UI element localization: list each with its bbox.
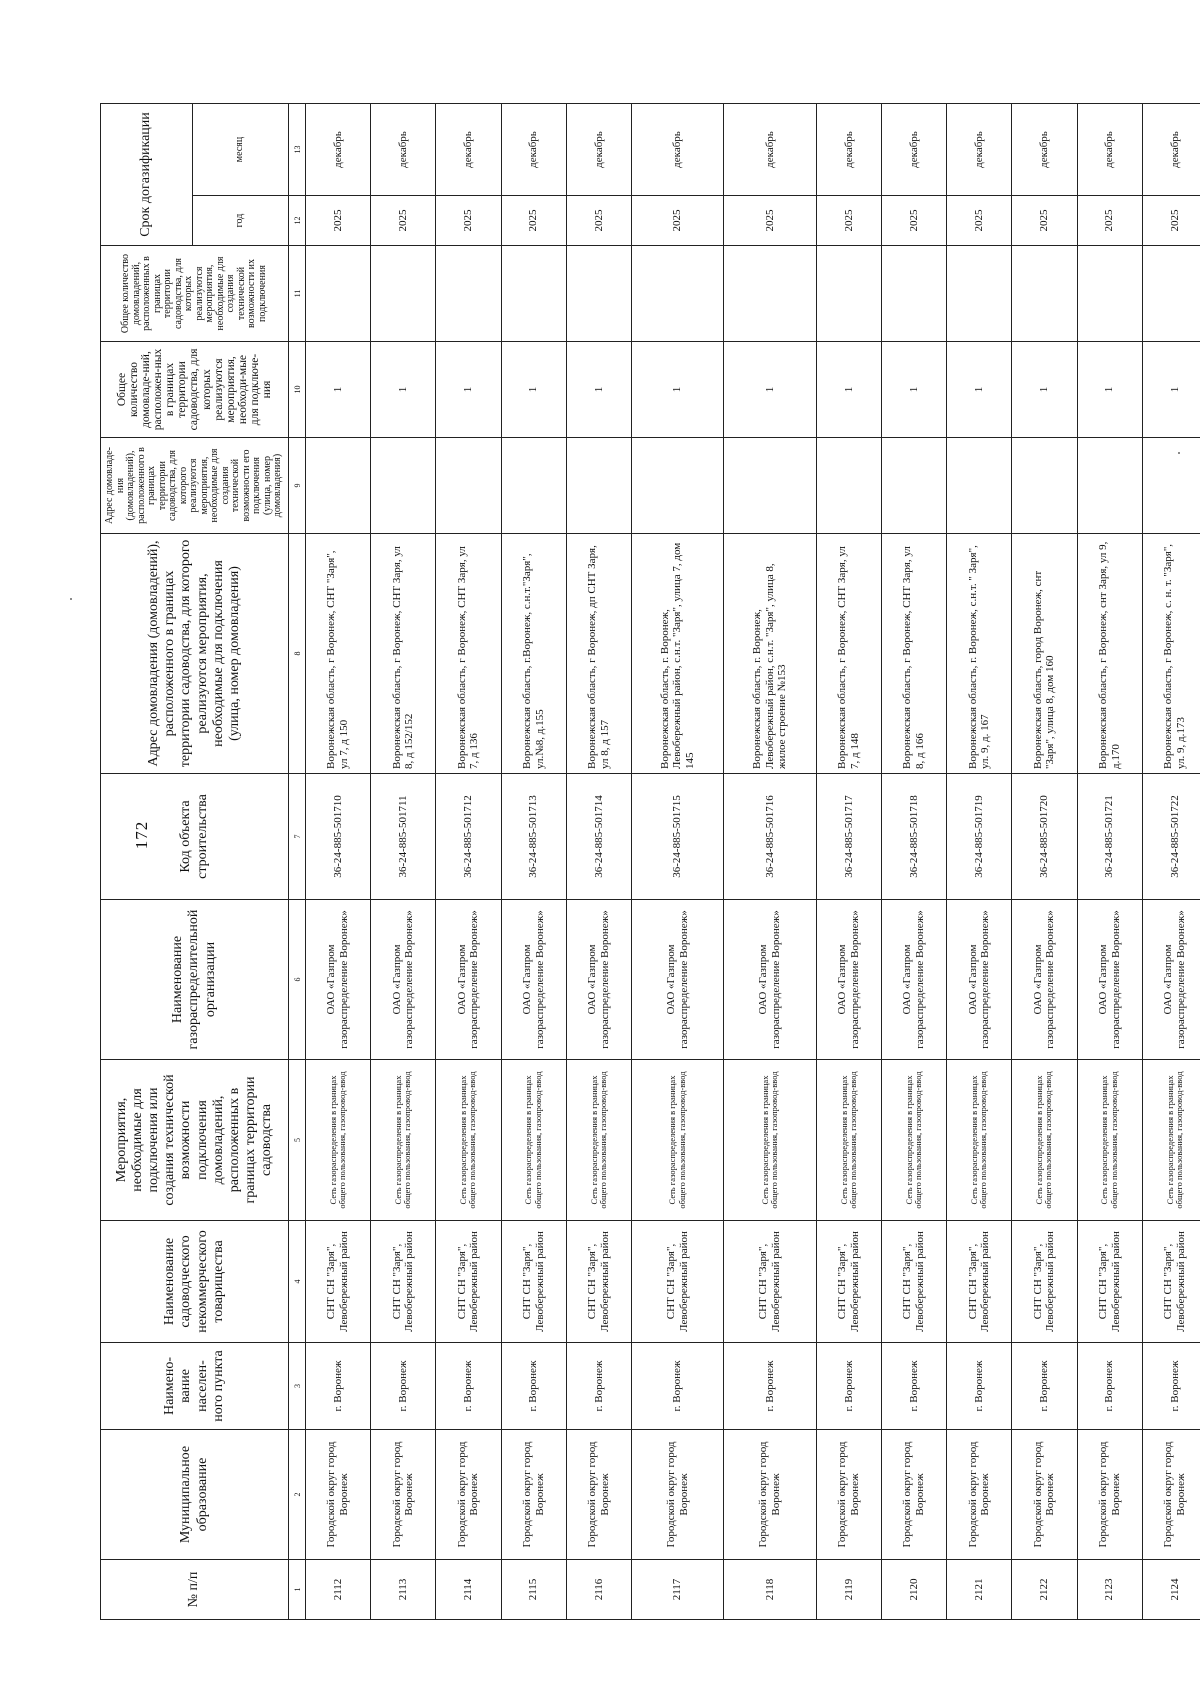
address-cell: Воронежская область, г Воронеж, СНТ Заря, ул 8, д 152/152 bbox=[371, 534, 436, 774]
table-row bbox=[631, 104, 723, 1620]
row-number: 2119 bbox=[816, 1560, 881, 1620]
column-number: 13 bbox=[289, 104, 306, 196]
header-activities: Мероприятия, необходимые для подключения или создания технической возможности подключения домовладений, расположенных в границах территории садоводства bbox=[101, 1060, 289, 1221]
municipality-cell: Городской округ город Воронеж bbox=[306, 1430, 371, 1560]
address-tech-cell bbox=[1012, 438, 1077, 534]
snt-cell: СНТ СН "Заря", Левобережный район bbox=[724, 1221, 816, 1343]
activity-cell: Сеть газораспределения в границах общего пользования, газопровод-ввод bbox=[1142, 1060, 1200, 1221]
address-cell: Воронежская область, г. Воронеж, Левобережный район, с.н.т. "Заря", улица 7, дом 145 bbox=[631, 534, 723, 774]
year-cell: 2025 bbox=[371, 196, 436, 246]
column-number: 7 bbox=[289, 774, 306, 900]
municipality-cell: Городской округ город Воронеж bbox=[947, 1430, 1012, 1560]
header-month: месяц bbox=[193, 104, 289, 196]
page-number: 172 bbox=[132, 820, 151, 850]
address-cell: Воронежская область, город Воронеж, снт "Заря", улица 8, дом 160 bbox=[1012, 534, 1077, 774]
row-number: 2112 bbox=[306, 1560, 371, 1620]
year-cell: 2025 bbox=[816, 196, 881, 246]
address-cell: Воронежская область, г Воронеж, СНТ "Заря", ул 7, д 150 bbox=[306, 534, 371, 774]
table-row bbox=[306, 104, 371, 1620]
snt-cell: СНТ СН "Заря", Левобережный район bbox=[371, 1221, 436, 1343]
object-code-cell: 36-24-885-501716 bbox=[724, 774, 816, 900]
municipality-cell: Городской округ город Воронеж bbox=[816, 1430, 881, 1560]
municipality-cell: Городской округ город Воронеж bbox=[1012, 1430, 1077, 1560]
activity-cell: Сеть газораспределения в границах общего пользования, газопровод-ввод bbox=[436, 1060, 501, 1221]
row-number: 2117 bbox=[631, 1560, 723, 1620]
snt-cell: СНТ СН "Заря", Левобережный район bbox=[566, 1221, 631, 1343]
row-number: 2113 bbox=[371, 1560, 436, 1620]
settlement-cell: г. Воронеж bbox=[881, 1343, 946, 1430]
snt-cell: СНТ СН "Заря", Левобережный район bbox=[501, 1221, 566, 1343]
object-code-cell: 36-24-885-501710 bbox=[306, 774, 371, 900]
object-code-cell: 36-24-885-501717 bbox=[816, 774, 881, 900]
month-cell: декабрь bbox=[371, 104, 436, 196]
object-code-cell: 36-24-885-501715 bbox=[631, 774, 723, 900]
municipality-cell: Городской округ город Воронеж bbox=[631, 1430, 723, 1560]
header-address-tech: Адрес домовладе-ния (домовладений), расположенного в границах территории садоводства, для которого реализуются мероприятия, необходимые для создания технической возможности его подключения (улица, номер домовладения) bbox=[101, 438, 289, 534]
municipality-cell: Городской округ город Воронеж bbox=[1142, 1430, 1200, 1560]
municipality-cell: Городской округ город Воронеж bbox=[566, 1430, 631, 1560]
total-tech-cell bbox=[566, 246, 631, 342]
gdo-cell: ОАО «Газпром газораспределение Воронеж» bbox=[947, 900, 1012, 1060]
gdo-cell: ОАО «Газпром газораспределение Воронеж» bbox=[881, 900, 946, 1060]
municipality-cell: Городской округ город Воронеж bbox=[436, 1430, 501, 1560]
address-tech-cell bbox=[501, 438, 566, 534]
total-connect-cell: 1 bbox=[1012, 342, 1077, 438]
object-code-cell: 36-24-885-501713 bbox=[501, 774, 566, 900]
row-number: 2123 bbox=[1077, 1560, 1142, 1620]
header-address: Адрес домовладения (домовладений), расположенного в границах территории садоводства, для которого реализуются мероприятия, необходимые для подключения (улица, номер домовладения) bbox=[101, 534, 289, 774]
column-number: 11 bbox=[289, 246, 306, 342]
address-tech-cell bbox=[306, 438, 371, 534]
row-number: 2124 bbox=[1142, 1560, 1200, 1620]
row-number: 2118 bbox=[724, 1560, 816, 1620]
total-tech-cell bbox=[371, 246, 436, 342]
settlement-cell: г. Воронеж bbox=[1142, 1343, 1200, 1430]
total-tech-cell bbox=[881, 246, 946, 342]
total-tech-cell bbox=[1012, 246, 1077, 342]
settlement-cell: г. Воронеж bbox=[724, 1343, 816, 1430]
month-cell: декабрь bbox=[816, 104, 881, 196]
header-gdo: Наименование газораспределительной организации bbox=[101, 900, 289, 1060]
object-code-cell: 36-24-885-501721 bbox=[1077, 774, 1142, 900]
address-cell: Воронежская область, г Воронеж, СНТ Заря, ул 7, д 136 bbox=[436, 534, 501, 774]
activity-cell: Сеть газораспределения в границах общего пользования, газопровод-ввод bbox=[371, 1060, 436, 1221]
column-number: 4 bbox=[289, 1221, 306, 1343]
municipality-cell: Городской округ город Воронеж bbox=[501, 1430, 566, 1560]
row-number: 2121 bbox=[947, 1560, 1012, 1620]
row-number: 2114 bbox=[436, 1560, 501, 1620]
gasification-table bbox=[100, 103, 1200, 1620]
column-number: 2 bbox=[289, 1430, 306, 1560]
address-tech-cell bbox=[816, 438, 881, 534]
activity-cell: Сеть газораспределения в границах общего пользования, газопровод-ввод bbox=[881, 1060, 946, 1221]
total-tech-cell bbox=[724, 246, 816, 342]
activity-cell: Сеть газораспределения в границах общего пользования, газопровод-ввод bbox=[947, 1060, 1012, 1221]
snt-cell: СНТ СН "Заря", Левобережный район bbox=[881, 1221, 946, 1343]
total-connect-cell: 1 bbox=[631, 342, 723, 438]
total-tech-cell bbox=[436, 246, 501, 342]
year-cell: 2025 bbox=[1012, 196, 1077, 246]
year-cell: 2025 bbox=[306, 196, 371, 246]
total-tech-cell bbox=[1142, 246, 1200, 342]
gdo-cell: ОАО «Газпром газораспределение Воронеж» bbox=[501, 900, 566, 1060]
address-cell: Воронежская область, г Воронеж, дп СНТ Заря, ул 8, д 157 bbox=[566, 534, 631, 774]
table-row bbox=[1012, 104, 1077, 1620]
header-settlement: Наимено-вание населен-ного пункта bbox=[101, 1343, 289, 1430]
month-cell: декабрь bbox=[724, 104, 816, 196]
gdo-cell: ОАО «Газпром газораспределение Воронеж» bbox=[816, 900, 881, 1060]
row-number: 2120 bbox=[881, 1560, 946, 1620]
column-number-row bbox=[289, 104, 306, 1620]
municipality-cell: Городской округ город Воронеж bbox=[371, 1430, 436, 1560]
gdo-cell: ОАО «Газпром газораспределение Воронеж» bbox=[436, 900, 501, 1060]
snt-cell: СНТ СН "Заря", Левобережный район bbox=[436, 1221, 501, 1343]
settlement-cell: г. Воронеж bbox=[1077, 1343, 1142, 1430]
address-cell: Воронежская область, г Воронеж, снт Заря, ул 9, д.170 bbox=[1077, 534, 1142, 774]
activity-cell: Сеть газораспределения в границах общего пользования, газопровод-ввод bbox=[816, 1060, 881, 1221]
activity-cell: Сеть газораспределения в границах общего пользования, газопровод-ввод bbox=[501, 1060, 566, 1221]
month-cell: декабрь bbox=[947, 104, 1012, 196]
total-connect-cell: 1 bbox=[436, 342, 501, 438]
scan-speck bbox=[70, 598, 72, 600]
header-municipality: Муниципальное образование bbox=[101, 1430, 289, 1560]
activity-cell: Сеть газораспределения в границах общего пользования, газопровод-ввод bbox=[306, 1060, 371, 1221]
total-connect-cell: 1 bbox=[816, 342, 881, 438]
snt-cell: СНТ СН "Заря", Левобережный район bbox=[947, 1221, 1012, 1343]
activity-cell: Сеть газораспределения в границах общего пользования, газопровод-ввод bbox=[631, 1060, 723, 1221]
object-code-cell: 36-24-885-501714 bbox=[566, 774, 631, 900]
activity-cell: Сеть газораспределения в границах общего пользования, газопровод-ввод bbox=[1012, 1060, 1077, 1221]
month-cell: декабрь bbox=[566, 104, 631, 196]
month-cell: декабрь bbox=[1142, 104, 1200, 196]
rotated-table-wrapper bbox=[100, 104, 1200, 1620]
object-code-cell: 36-24-885-501719 bbox=[947, 774, 1012, 900]
year-cell: 2025 bbox=[881, 196, 946, 246]
address-cell: Воронежская область, г.Воронеж, с.н.т."Заря", ул.№8, д.155 bbox=[501, 534, 566, 774]
month-cell: декабрь bbox=[436, 104, 501, 196]
gdo-cell: ОАО «Газпром газораспределение Воронеж» bbox=[306, 900, 371, 1060]
column-number: 1 bbox=[289, 1560, 306, 1620]
header-total-connect: Общее количество домовладе-ний, расположен-ных в границах территории садоводства, для которых реализуются мероприятия, необходи-мые для подключе-ния bbox=[101, 342, 289, 438]
activity-cell: Сеть газораспределения в границах общего пользования, газопровод-ввод bbox=[724, 1060, 816, 1221]
snt-cell: СНТ СН "Заря", Левобережный район bbox=[306, 1221, 371, 1343]
table-row bbox=[566, 104, 631, 1620]
address-cell: Воронежская область, г Воронеж, СНТ Заря, ул 7, д 148 bbox=[816, 534, 881, 774]
address-tech-cell bbox=[881, 438, 946, 534]
total-tech-cell bbox=[306, 246, 371, 342]
total-tech-cell bbox=[816, 246, 881, 342]
month-cell: декабрь bbox=[881, 104, 946, 196]
year-cell: 2025 bbox=[724, 196, 816, 246]
address-tech-cell bbox=[371, 438, 436, 534]
object-code-cell: 36-24-885-501722 bbox=[1142, 774, 1200, 900]
address-cell: Воронежская область, г. Воронеж, с.н.т. " Заря", ул. 9, д. 167 bbox=[947, 534, 1012, 774]
municipality-cell: Городской округ город Воронеж bbox=[724, 1430, 816, 1560]
year-cell: 2025 bbox=[947, 196, 1012, 246]
total-connect-cell: 1 bbox=[306, 342, 371, 438]
header-year: год bbox=[193, 196, 289, 246]
address-tech-cell bbox=[566, 438, 631, 534]
header-no: № п/п bbox=[101, 1560, 289, 1620]
column-number: 9 bbox=[289, 438, 306, 534]
year-cell: 2025 bbox=[501, 196, 566, 246]
month-cell: декабрь bbox=[1012, 104, 1077, 196]
address-cell: Воронежская область, г Воронеж, СНТ Заря, ул 8, д 166 bbox=[881, 534, 946, 774]
month-cell: декабрь bbox=[631, 104, 723, 196]
row-number: 2116 bbox=[566, 1560, 631, 1620]
column-number: 6 bbox=[289, 900, 306, 1060]
address-tech-cell bbox=[436, 438, 501, 534]
snt-cell: СНТ СН "Заря", Левобережный район bbox=[1012, 1221, 1077, 1343]
settlement-cell: г. Воронеж bbox=[631, 1343, 723, 1430]
year-cell: 2025 bbox=[436, 196, 501, 246]
settlement-cell: г. Воронеж bbox=[816, 1343, 881, 1430]
header-total-tech: Общее количество домовладений, расположенных в границах территории садоводства, для которых реализуются мероприятия, необходимые для создания технической возможности их подключения bbox=[101, 246, 289, 342]
header-object-code: Код объекта строительства bbox=[101, 774, 289, 900]
year-cell: 2025 bbox=[1077, 196, 1142, 246]
settlement-cell: г. Воронеж bbox=[371, 1343, 436, 1430]
address-tech-cell bbox=[1142, 438, 1200, 534]
gdo-cell: ОАО «Газпром газораспределение Воронеж» bbox=[1077, 900, 1142, 1060]
total-tech-cell bbox=[1077, 246, 1142, 342]
total-tech-cell bbox=[947, 246, 1012, 342]
settlement-cell: г. Воронеж bbox=[501, 1343, 566, 1430]
total-connect-cell: 1 bbox=[501, 342, 566, 438]
address-cell: Воронежская область, г Воронеж, с. н. т. "Заря", ул. 9, д.173 bbox=[1142, 534, 1200, 774]
table-row bbox=[1142, 104, 1200, 1620]
gdo-cell: ОАО «Газпром газораспределение Воронеж» bbox=[631, 900, 723, 1060]
settlement-cell: г. Воронеж bbox=[566, 1343, 631, 1430]
address-tech-cell bbox=[724, 438, 816, 534]
total-connect-cell: 1 bbox=[371, 342, 436, 438]
row-number: 2115 bbox=[501, 1560, 566, 1620]
table-body bbox=[306, 104, 1200, 1620]
column-number: 5 bbox=[289, 1060, 306, 1221]
settlement-cell: г. Воронеж bbox=[306, 1343, 371, 1430]
header-snt-name: Наименование садоводческого некоммерческого товарищества bbox=[101, 1221, 289, 1343]
object-code-cell: 36-24-885-501711 bbox=[371, 774, 436, 900]
total-connect-cell: 1 bbox=[1077, 342, 1142, 438]
settlement-cell: г. Воронеж bbox=[1012, 1343, 1077, 1430]
month-cell: декабрь bbox=[1077, 104, 1142, 196]
table-row bbox=[1077, 104, 1142, 1620]
settlement-cell: г. Воронеж bbox=[436, 1343, 501, 1430]
column-number: 12 bbox=[289, 196, 306, 246]
total-tech-cell bbox=[631, 246, 723, 342]
object-code-cell: 36-24-885-501720 bbox=[1012, 774, 1077, 900]
row-number: 2122 bbox=[1012, 1560, 1077, 1620]
total-connect-cell: 1 bbox=[881, 342, 946, 438]
municipality-cell: Городской округ город Воронеж bbox=[881, 1430, 946, 1560]
activity-cell: Сеть газораспределения в границах общего пользования, газопровод-ввод bbox=[566, 1060, 631, 1221]
gdo-cell: ОАО «Газпром газораспределение Воронеж» bbox=[1012, 900, 1077, 1060]
gdo-cell: ОАО «Газпром газораспределение Воронеж» bbox=[371, 900, 436, 1060]
total-connect-cell: 1 bbox=[724, 342, 816, 438]
total-tech-cell bbox=[501, 246, 566, 342]
snt-cell: СНТ СН "Заря", Левобережный район bbox=[631, 1221, 723, 1343]
municipality-cell: Городской округ город Воронеж bbox=[1077, 1430, 1142, 1560]
column-number: 10 bbox=[289, 342, 306, 438]
header-deadline: Срок догазификации bbox=[101, 104, 193, 246]
object-code-cell: 36-24-885-501718 bbox=[881, 774, 946, 900]
address-tech-cell bbox=[1077, 438, 1142, 534]
table-row bbox=[881, 104, 946, 1620]
column-number: 8 bbox=[289, 534, 306, 774]
gdo-cell: ОАО «Газпром газораспределение Воронеж» bbox=[566, 900, 631, 1060]
table-row bbox=[724, 104, 816, 1620]
month-cell: декабрь bbox=[306, 104, 371, 196]
snt-cell: СНТ СН "Заря", Левобережный район bbox=[1077, 1221, 1142, 1343]
table-row bbox=[371, 104, 436, 1620]
year-cell: 2025 bbox=[1142, 196, 1200, 246]
table-row bbox=[501, 104, 566, 1620]
total-connect-cell: 1 bbox=[566, 342, 631, 438]
gdo-cell: ОАО «Газпром газораспределение Воронеж» bbox=[1142, 900, 1200, 1060]
total-connect-cell: 1 bbox=[1142, 342, 1200, 438]
table-row bbox=[947, 104, 1012, 1620]
year-cell: 2025 bbox=[631, 196, 723, 246]
address-cell: Воронежская область, г. Воронеж, Левобережный район, с.н.т. "Заря", улица 8, жилое строение №153 bbox=[724, 534, 816, 774]
column-number: 3 bbox=[289, 1343, 306, 1430]
address-tech-cell bbox=[631, 438, 723, 534]
total-connect-cell: 1 bbox=[947, 342, 1012, 438]
year-cell: 2025 bbox=[566, 196, 631, 246]
month-cell: декабрь bbox=[501, 104, 566, 196]
gdo-cell: ОАО «Газпром газораспределение Воронеж» bbox=[724, 900, 816, 1060]
table-row bbox=[436, 104, 501, 1620]
activity-cell: Сеть газораспределения в границах общего пользования, газопровод-ввод bbox=[1077, 1060, 1142, 1221]
object-code-cell: 36-24-885-501712 bbox=[436, 774, 501, 900]
settlement-cell: г. Воронеж bbox=[947, 1343, 1012, 1430]
snt-cell: СНТ СН "Заря", Левобережный район bbox=[816, 1221, 881, 1343]
table-row bbox=[816, 104, 881, 1620]
snt-cell: СНТ СН "Заря", Левобережный район bbox=[1142, 1221, 1200, 1343]
address-tech-cell bbox=[947, 438, 1012, 534]
